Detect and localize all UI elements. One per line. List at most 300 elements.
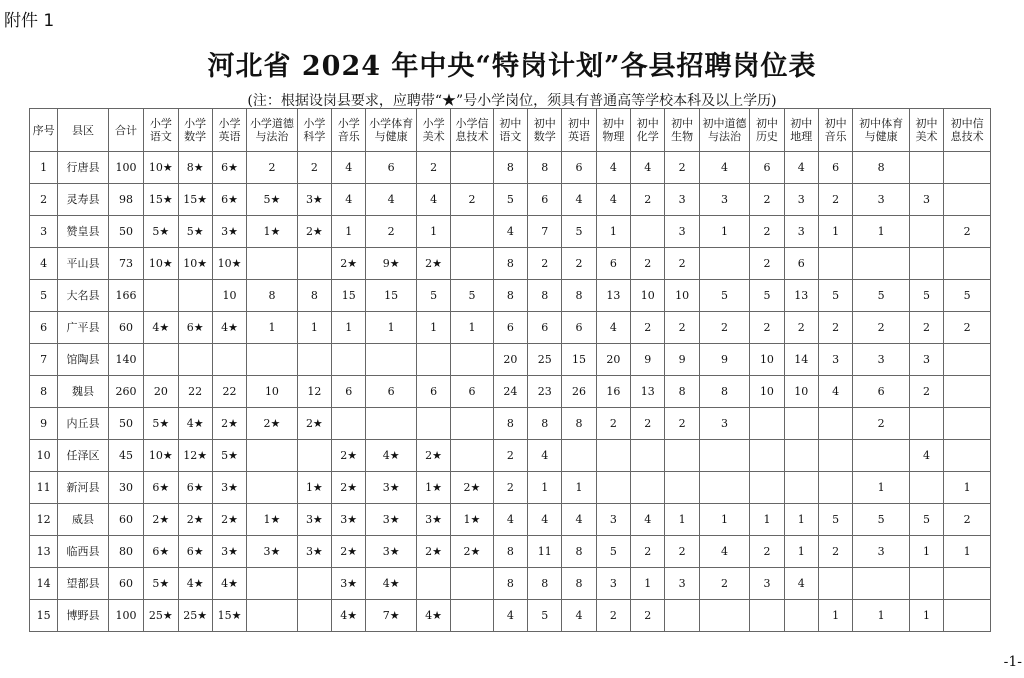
table-cell [596, 440, 630, 472]
table-cell: 9 [699, 344, 750, 376]
column-header [178, 109, 212, 152]
table-cell: 1★ [247, 216, 298, 248]
table-cell: 50 [108, 408, 143, 440]
table-cell: 10 [631, 280, 665, 312]
table-cell [247, 568, 298, 600]
table-cell [853, 248, 910, 280]
table-cell: 任泽区 [58, 440, 109, 472]
table-cell: 3★ [297, 184, 331, 216]
table-cell: 8 [528, 280, 562, 312]
table-cell: 2★ [332, 536, 366, 568]
table-cell: 6★ [144, 472, 178, 504]
table-cell: 7★ [366, 600, 417, 632]
table-cell: 8 [493, 248, 527, 280]
table-cell: 2★ [178, 504, 212, 536]
column-header-text: 小学道德 [249, 117, 294, 130]
table-cell: 4 [784, 152, 818, 184]
table-row [30, 376, 991, 408]
table-cell: 4 [909, 440, 943, 472]
table-cell: 8 [493, 568, 527, 600]
table-cell: 23 [528, 376, 562, 408]
table-cell: 2 [853, 312, 910, 344]
table-cell: 2 [493, 472, 527, 504]
table-row [30, 152, 991, 184]
table-cell: 赞皇县 [58, 216, 109, 248]
table-cell: 8 [562, 536, 596, 568]
table-cell: 11 [30, 472, 58, 504]
table-cell: 26 [562, 376, 596, 408]
table-cell: 25 [528, 344, 562, 376]
table-cell: 2★ [144, 504, 178, 536]
table-cell: 1 [366, 312, 417, 344]
table-cell: 3★ [332, 568, 366, 600]
column-header-text: 息技术 [455, 130, 489, 143]
table-cell [944, 408, 991, 440]
document-title: 河北省 2024 年中央“特岗计划”各县招聘岗位表 [207, 51, 817, 82]
table-cell: 1 [784, 536, 818, 568]
table-cell: 1 [451, 312, 493, 344]
table-cell [750, 408, 784, 440]
table-cell: 6 [562, 152, 596, 184]
table-cell: 6 [528, 312, 562, 344]
table-cell [332, 408, 366, 440]
column-header [909, 109, 943, 152]
table-cell: 3 [596, 504, 630, 536]
table-cell: 2★ [212, 408, 246, 440]
table-cell: 7 [528, 216, 562, 248]
table-cell: 行唐县 [58, 152, 109, 184]
table-cell [416, 568, 450, 600]
column-header-text: 小学 [184, 117, 207, 130]
table-cell [818, 248, 852, 280]
column-header-text: 初中体育 [859, 117, 904, 130]
table-row [30, 440, 991, 472]
table-cell [909, 248, 943, 280]
table-cell: 3 [665, 568, 699, 600]
attachment-label: 附件 1 [4, 11, 55, 31]
table-cell: 3★ [212, 472, 246, 504]
table-cell: 25★ [144, 600, 178, 632]
table-cell: 2 [750, 184, 784, 216]
table-cell: 3★ [212, 536, 246, 568]
column-header-text: 与健康 [864, 130, 898, 143]
column-header-text: 初中 [824, 117, 847, 130]
table-cell: 2 [853, 408, 910, 440]
table-cell: 1 [247, 312, 298, 344]
table-cell: 1 [784, 504, 818, 536]
table-row [30, 504, 991, 536]
table-row [30, 248, 991, 280]
table-cell [699, 600, 750, 632]
table-cell [451, 344, 493, 376]
column-header-text: 数学 [184, 130, 207, 143]
table-cell: 平山县 [58, 248, 109, 280]
table-cell: 1 [853, 216, 910, 248]
table-cell: 3★ [332, 504, 366, 536]
table-cell: 10★ [212, 248, 246, 280]
table-cell: 5 [30, 280, 58, 312]
table-cell: 2 [631, 248, 665, 280]
table-cell: 2★ [451, 472, 493, 504]
table-cell: 3 [853, 344, 910, 376]
table-cell: 2★ [416, 536, 450, 568]
table-cell: 9 [665, 344, 699, 376]
table-cell: 5★ [144, 568, 178, 600]
table-cell: 1 [332, 312, 366, 344]
table-cell: 博野县 [58, 600, 109, 632]
column-header-text: 初中 [499, 117, 522, 130]
table-cell [451, 568, 493, 600]
table-cell: 5 [853, 280, 910, 312]
column-header-text: 英语 [218, 130, 241, 143]
table-cell: 5 [596, 536, 630, 568]
table-cell: 1 [909, 600, 943, 632]
table-cell: 4★ [416, 600, 450, 632]
table-cell: 5★ [144, 216, 178, 248]
table-cell: 15 [562, 344, 596, 376]
table-cell: 8 [493, 536, 527, 568]
table-cell [416, 344, 450, 376]
column-header-text: 音乐 [824, 130, 847, 143]
table-cell [297, 344, 331, 376]
table-cell: 4★ [332, 600, 366, 632]
table-cell: 4 [493, 216, 527, 248]
column-header [699, 109, 750, 152]
table-cell [699, 440, 750, 472]
table-cell: 2 [818, 536, 852, 568]
table-cell: 1 [631, 568, 665, 600]
table-cell [247, 344, 298, 376]
table-cell: 1 [944, 536, 991, 568]
table-cell: 8 [493, 408, 527, 440]
table-cell: 4 [631, 504, 665, 536]
table-cell: 1 [818, 600, 852, 632]
column-header [297, 109, 331, 152]
table-cell: 2 [784, 312, 818, 344]
table-cell: 5★ [212, 440, 246, 472]
table-cell: 2 [665, 536, 699, 568]
table-row [30, 568, 991, 600]
table-cell: 6★ [178, 472, 212, 504]
column-header-text: 初中 [602, 117, 625, 130]
column-header-text: 与健康 [374, 130, 408, 143]
table-cell: 4 [784, 568, 818, 600]
column-header-text: 英语 [568, 130, 591, 143]
table-cell: 2 [909, 312, 943, 344]
column-header-text: 小学 [149, 117, 172, 130]
table-cell: 2★ [332, 472, 366, 504]
table-cell: 4 [528, 504, 562, 536]
table-cell: 2★ [451, 536, 493, 568]
table-cell: 4 [818, 376, 852, 408]
table-cell: 50 [108, 216, 143, 248]
table-cell: 6 [451, 376, 493, 408]
table-cell: 1 [528, 472, 562, 504]
table-cell: 1★ [416, 472, 450, 504]
table-cell: 6 [332, 376, 366, 408]
table-cell [853, 568, 910, 600]
table-cell: 24 [493, 376, 527, 408]
table-cell: 14 [784, 344, 818, 376]
table-cell: 新河县 [58, 472, 109, 504]
table-cell: 2 [596, 408, 630, 440]
table-cell: 8 [493, 152, 527, 184]
table-cell: 1 [699, 504, 750, 536]
table-cell: 60 [108, 504, 143, 536]
table-cell: 2★ [297, 216, 331, 248]
table-cell: 6★ [178, 312, 212, 344]
table-cell: 2 [366, 216, 417, 248]
table-cell [451, 408, 493, 440]
table-cell [665, 440, 699, 472]
table-cell: 4 [332, 184, 366, 216]
table-cell: 2 [699, 568, 750, 600]
column-header [212, 109, 246, 152]
table-cell: 10 [247, 376, 298, 408]
table-cell: 2★ [416, 440, 450, 472]
table-cell: 3 [596, 568, 630, 600]
table-cell: 2 [30, 184, 58, 216]
table-cell: 1 [818, 216, 852, 248]
table-cell: 2 [665, 152, 699, 184]
table-row [30, 472, 991, 504]
column-header-text: 初中 [636, 117, 659, 130]
column-header-text: 数学 [533, 130, 556, 143]
table-cell: 8 [699, 376, 750, 408]
column-header [451, 109, 493, 152]
column-header-text: 初中 [790, 117, 813, 130]
table-cell [944, 152, 991, 184]
table-cell: 100 [108, 152, 143, 184]
column-header-text: 初中信 [950, 117, 984, 130]
column-header-text: 初中 [568, 117, 591, 130]
column-header [750, 109, 784, 152]
table-row [30, 216, 991, 248]
table-cell: 100 [108, 600, 143, 632]
column-header [332, 109, 366, 152]
table-cell [784, 600, 818, 632]
table-cell: 2 [416, 152, 450, 184]
table-cell: 10★ [144, 152, 178, 184]
table-cell: 8 [562, 280, 596, 312]
table-cell: 9 [30, 408, 58, 440]
column-header-text: 与法治 [708, 130, 741, 143]
table-cell: 5 [909, 504, 943, 536]
table-cell: 10★ [144, 440, 178, 472]
column-header-text: 初中 [533, 117, 556, 130]
column-header [562, 109, 596, 152]
table-row [30, 408, 991, 440]
column-header-text: 与法治 [255, 130, 289, 143]
table-cell: 12★ [178, 440, 212, 472]
table-cell: 1 [909, 536, 943, 568]
table-cell [451, 600, 493, 632]
table-cell: 3★ [366, 536, 417, 568]
table-cell: 6★ [212, 152, 246, 184]
table-cell: 6 [366, 376, 417, 408]
table-cell [944, 440, 991, 472]
table-cell: 内丘县 [58, 408, 109, 440]
table-cell [178, 280, 212, 312]
table-cell: 1 [596, 216, 630, 248]
table-cell: 9★ [366, 248, 417, 280]
table-cell: 6★ [212, 184, 246, 216]
table-cell: 4 [562, 504, 596, 536]
table-cell: 20 [596, 344, 630, 376]
table-cell [366, 344, 417, 376]
table-cell: 2 [944, 312, 991, 344]
table-cell [297, 440, 331, 472]
table-cell: 14 [30, 568, 58, 600]
column-header-text: 物理 [602, 130, 625, 143]
table-cell: 10★ [178, 248, 212, 280]
table-cell [596, 472, 630, 504]
table-cell: 5 [853, 504, 910, 536]
column-header-text: 合计 [114, 123, 137, 137]
table-cell: 3 [909, 344, 943, 376]
table-cell: 2 [750, 536, 784, 568]
table-cell: 1 [853, 600, 910, 632]
table-cell: 4★ [212, 568, 246, 600]
table-cell: 4★ [178, 408, 212, 440]
table-cell: 4 [493, 504, 527, 536]
table-cell: 威县 [58, 504, 109, 536]
table-cell: 5 [818, 280, 852, 312]
table-cell: 1 [665, 504, 699, 536]
table-cell: 5★ [247, 184, 298, 216]
table-cell: 1★ [297, 472, 331, 504]
table-cell: 3★ [297, 536, 331, 568]
table-cell: 3★ [297, 504, 331, 536]
column-header [944, 109, 991, 152]
table-cell [247, 472, 298, 504]
table-cell: 1 [944, 472, 991, 504]
table-cell: 2★ [297, 408, 331, 440]
table-cell: 1 [562, 472, 596, 504]
table-cell: 22 [212, 376, 246, 408]
column-header-text: 小学 [218, 117, 241, 130]
table-cell: 4 [366, 184, 417, 216]
table-cell [944, 248, 991, 280]
column-header [631, 109, 665, 152]
recruitment-table [29, 108, 991, 632]
table-cell: 5 [699, 280, 750, 312]
table-header-row [30, 109, 991, 152]
table-cell: 11 [528, 536, 562, 568]
table-cell [818, 472, 852, 504]
table-cell: 1 [332, 216, 366, 248]
table-cell [750, 472, 784, 504]
page-number: -1- [1003, 654, 1022, 670]
table-cell: 3★ [366, 504, 417, 536]
table-cell: 8 [247, 280, 298, 312]
table-cell [699, 248, 750, 280]
column-header-text: 息技术 [950, 130, 984, 143]
column-header-text: 历史 [755, 130, 778, 143]
table-cell: 8 [562, 408, 596, 440]
table-cell [853, 440, 910, 472]
table-cell [247, 600, 298, 632]
table-cell: 2 [451, 184, 493, 216]
table-cell: 2 [665, 312, 699, 344]
table-cell [144, 344, 178, 376]
table-cell: 22 [178, 376, 212, 408]
table-cell: 8 [493, 280, 527, 312]
table-cell: 6 [818, 152, 852, 184]
table-cell: 15 [366, 280, 417, 312]
table-cell: 8 [528, 568, 562, 600]
table-cell: 广平县 [58, 312, 109, 344]
column-header-text: 音乐 [337, 130, 360, 143]
table-cell [247, 248, 298, 280]
table-cell: 4 [493, 600, 527, 632]
column-header [108, 109, 143, 152]
table-cell [297, 600, 331, 632]
table-cell: 6 [366, 152, 417, 184]
table-cell: 13 [631, 376, 665, 408]
table-row [30, 280, 991, 312]
table-cell [366, 408, 417, 440]
column-header-text: 美术 [422, 130, 445, 143]
column-header [247, 109, 298, 152]
column-header [784, 109, 818, 152]
table-cell: 15★ [212, 600, 246, 632]
table-cell: 6 [750, 152, 784, 184]
table-cell: 260 [108, 376, 143, 408]
column-header-text: 初中 [755, 117, 778, 130]
table-cell: 5 [416, 280, 450, 312]
table-cell: 1★ [247, 504, 298, 536]
table-cell: 2★ [212, 504, 246, 536]
table-cell: 60 [108, 568, 143, 600]
column-header [30, 109, 58, 152]
table-cell [665, 600, 699, 632]
table-cell [212, 344, 246, 376]
table-cell: 4★ [212, 312, 246, 344]
table-cell: 2 [297, 152, 331, 184]
table-cell: 2 [750, 248, 784, 280]
table-cell: 2 [596, 600, 630, 632]
table-cell: 60 [108, 312, 143, 344]
table-cell: 5★ [144, 408, 178, 440]
table-cell [631, 216, 665, 248]
column-header [144, 109, 178, 152]
table-cell: 5 [944, 280, 991, 312]
table-cell [818, 408, 852, 440]
column-header-text: 小学信 [455, 117, 489, 130]
table-cell: 10 [30, 440, 58, 472]
table-cell: 8 [30, 376, 58, 408]
column-header [853, 109, 910, 152]
column-header [528, 109, 562, 152]
table-cell: 2 [631, 312, 665, 344]
column-header-text: 小学 [337, 117, 360, 130]
table-cell: 3 [665, 216, 699, 248]
table-cell: 15 [30, 600, 58, 632]
table-cell: 6 [596, 248, 630, 280]
table-cell: 3★ [247, 536, 298, 568]
table-cell: 3 [699, 184, 750, 216]
table-cell: 13 [596, 280, 630, 312]
table-row [30, 344, 991, 376]
table-cell [818, 440, 852, 472]
table-cell: 望都县 [58, 568, 109, 600]
column-header-text: 小学 [303, 117, 326, 130]
table-cell: 10 [750, 376, 784, 408]
table-cell: 15 [332, 280, 366, 312]
table-cell: 25★ [178, 600, 212, 632]
table-cell: 8 [528, 408, 562, 440]
